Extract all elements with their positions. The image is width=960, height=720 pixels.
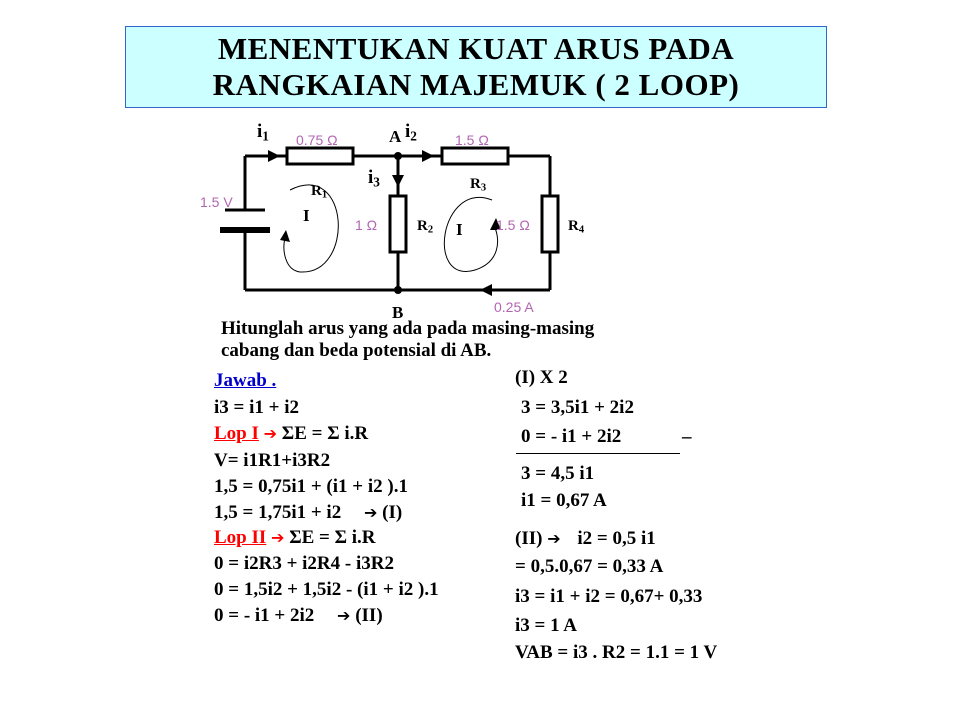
lop-2-label: Lop II [214,527,267,548]
eq-right-0: (I) X 2 [515,367,568,388]
lop-1-label: Lop I [214,423,259,444]
arrow-i2-icon [422,150,434,162]
lop-1-equation: ΣE = Σ i.R [281,423,369,444]
eq-left-3: V= i1R1+i3R2 [214,450,331,471]
arrow-right-icon: ➔ [337,606,351,625]
label-node-b: B [392,303,404,322]
divider-line [516,453,680,454]
title-line-2: RANGKAIAN MAJEMUK ( 2 LOOP) [212,67,740,102]
label-r4: $R_4$ [568,218,585,236]
eq-right-5-text: i2 = 0,5 i1 [577,528,656,549]
eq-left-9-text: 0 = - i1 + 2i2 [214,605,315,626]
eq-right-5-tag: (II) [515,528,543,549]
label-r1: $R_1$ [311,183,328,201]
label-node-a: A [389,127,402,146]
arrow-i1-icon [268,150,280,162]
resistor-r4 [542,196,558,252]
arrow-right-icon: ➔ [271,528,285,547]
value-r3: 1.5 Ω [455,132,489,148]
eq-left-7: 0 = i2R3 + i2R4 - i3R2 [214,553,394,574]
value-battery: 1.5 V [200,194,233,210]
eq-left-4: 1,5 = 0,75i1 + (i1 + i2 ).1 [214,476,408,497]
label-r2: $R_2$ [417,218,434,236]
eq-left-1: i3 = i1 + i2 [214,397,299,418]
eq-lop-2 [214,527,376,549]
value-r2: 1 Ω [355,217,378,233]
question-line-2: cabang dan beda potensial di AB. [221,340,492,361]
eq-left-5-tag: (I) [382,502,403,523]
arrow-bottom-icon [480,284,492,296]
eq-left-9-tag: (II) [355,605,383,626]
label-i2: $i_2$ [405,121,417,144]
eq-left-5-text: 1,5 = 1,75i1 + i2 [214,502,342,523]
eq-right-2: 0 = - i1 + 2i2 [521,426,622,447]
jawab-heading: Jawab . [214,370,277,391]
arrow-right-icon: ➔ [547,529,561,548]
eq-left-8: 0 = 1,5i2 + 1,5i2 - (i1 + i2 ).1 [214,579,439,600]
title-line-1: MENENTUKAN KUAT ARUS PADA [217,31,735,66]
value-r1: 0.75 Ω [296,132,338,148]
eq-right-9: VAB = i3 . R2 = 1.1 = 1 V [515,642,718,663]
label-i1: $i_1$ [257,121,269,144]
eq-right-4: i1 = 0,67 A [521,490,607,511]
question-line-1: Hitunglah arus yang ada pada masing-masing [221,318,595,339]
lop-2-equation: ΣE = Σ i.R [289,527,376,548]
eq-right-1: 3 = 3,5i1 + 2i2 [521,397,634,418]
eq-left-5 [214,502,402,524]
loop-2-arrow-icon [444,197,497,271]
arrow-i3-icon [392,175,404,187]
node-b-dot [394,286,402,294]
eq-right-6: = 0,5.0,67 = 0,33 A [515,556,664,577]
label-loop-1: I [303,206,310,225]
label-loop-2: I [456,220,463,239]
node-a-dot [394,152,402,160]
value-current-bottom: 0.25 A [494,299,534,315]
resistor-r2 [390,196,406,252]
minus-sign: _ [682,420,692,441]
label-i3: $i_3$ [368,167,380,190]
eq-right-3: 3 = 4,5 i1 [521,463,595,484]
arrow-right-icon: ➔ [263,424,278,443]
eq-lop-1 [214,423,368,445]
label-r3: $R_3$ [470,176,487,194]
value-r4: 1.5 Ω [496,217,530,233]
eq-right-5 [515,528,656,550]
eq-left-9 [214,605,383,627]
loop-1-arrowhead-icon [280,230,290,242]
eq-right-8: i3 = 1 A [515,615,578,636]
arrow-right-icon: ➔ [363,503,378,522]
eq-right-7: i3 = i1 + i2 = 0,67+ 0,33 [515,586,703,607]
